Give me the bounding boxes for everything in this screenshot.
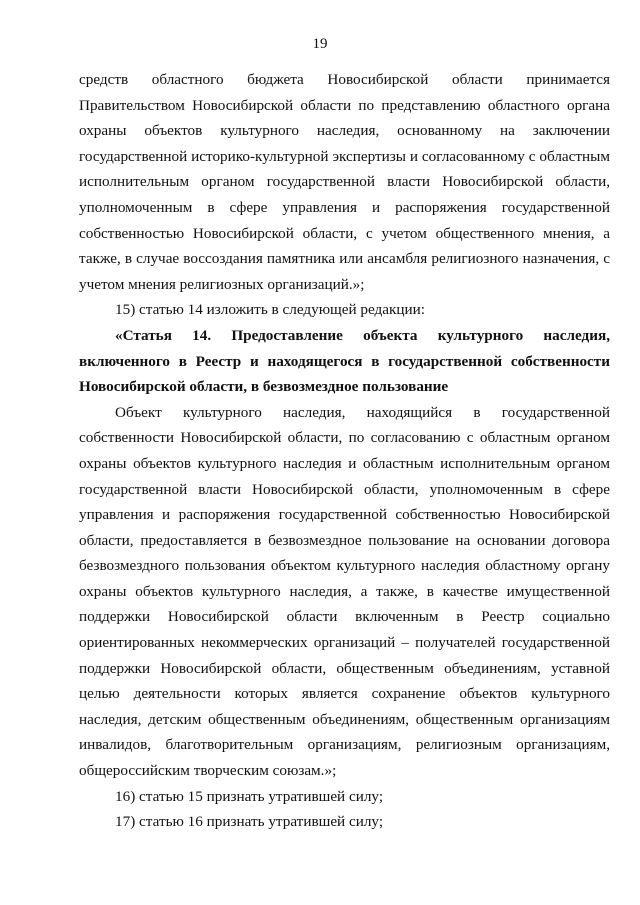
paragraph-item-15: 15) статью 14 изложить в следующей редакции:	[115, 301, 425, 319]
article-14-body: Объект культурного наследия, находящийся в государственной собственности Новосибирской области, по согласованию с областным органом охраны объектов культурного наследия и областным исполнительным органом государственной власти Новосибирской области, уполномоченным в сфере управления и распоряжения государственной собственностью Новосибирской области, предоставляется в безвозмездное пользование на основании договора безвозмездного пользования объектом культурного наследия областному органу охраны объектов культурного наследия, а также, в качестве имущественной поддержки Новосибирской области включенным в Реестр социально ориентированных некоммерческих организаций – получателей государственной поддержки Новосибирской области, общественным объединениям, уставной целью деятельности которых является сохранение объектов культурного наследия, детским общественным объединениям, общественным организациям инвалидов, благотворительным организациям, религиозным организациям, общероссийским творческим союзам.»;	[79, 403, 610, 780]
paragraph-item-16: 16) статью 15 признать утратившей силу;	[115, 787, 384, 805]
page-number: 19	[312, 36, 328, 52]
paragraph-item-17: 17) статью 16 признать утратившей силу;	[115, 813, 384, 831]
document-body	[79, 67, 610, 835]
paragraph-continuation: средств областного бюджета Новосибирской области принимается Правительством Новосибирской области по представлению областного органа охраны объектов культурного наследия, основанному на заключении государственной историко-культурной экспертизы и согласованному с областным исполнительным органом государственной власти Новосибирской области, уполномоченным в сфере управления и распоряжения государственной собственностью Новосибирской области, с учетом общественного мнения, а также, в случае воссоздания памятника или ансамбля религиозного назначения, с учетом мнения религиозных организаций.»;	[79, 71, 610, 293]
article-14-heading: «Статья 14. Предоставление объекта культурного наследия, включенного в Реестр и находящегося в государственной собственности Новосибирской области, в безвозмездное пользование	[79, 326, 610, 396]
